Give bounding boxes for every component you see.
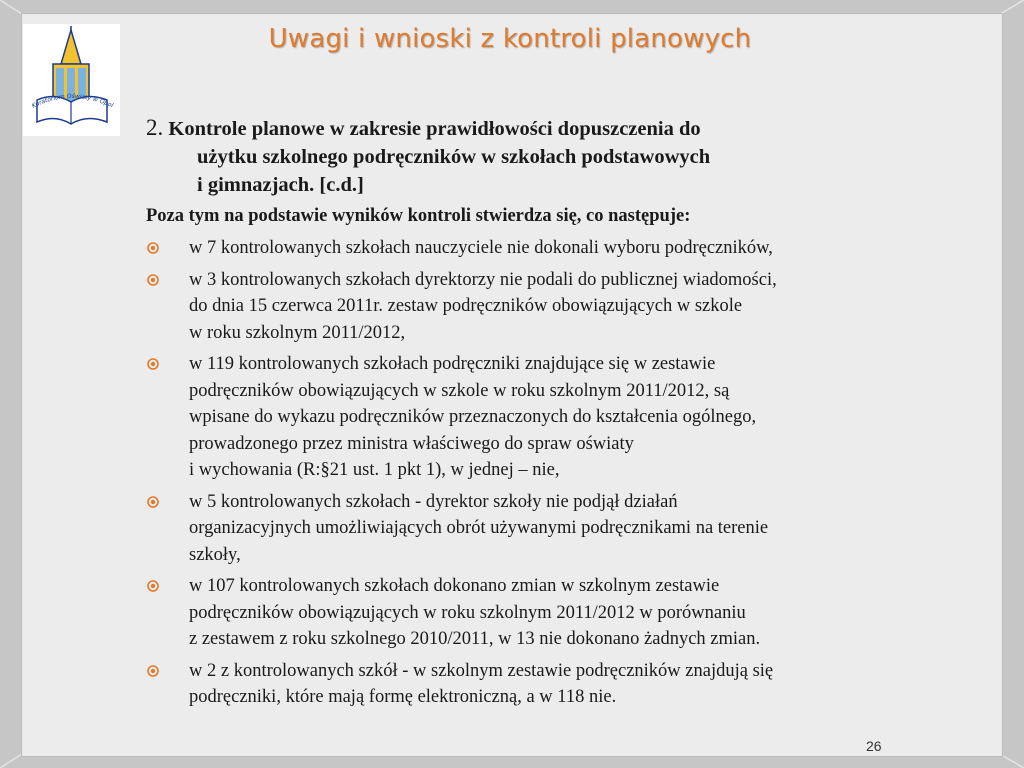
list-item-line: w 3 kontrolowanych szkołach dyrektorzy nie podali do publicznej wiadomości, <box>189 269 777 290</box>
list-item-line: podręczników obowiązujących w roku szkolnym 2011/2012 w porównaniu <box>189 602 746 623</box>
list-item-line: z zestawem z roku szkolnego 2010/2011, w 13 nie dokonano żadnych zmian. <box>189 629 761 649</box>
logo-emblem-icon <box>23 24 120 136</box>
list-item-line: w 119 kontrolowanych szkołach podręczniki znajdujące się w zestawie <box>189 354 716 374</box>
slide-content <box>146 114 961 716</box>
circle-bullet-icon <box>147 580 159 592</box>
slide-title: Uwagi i wnioski z kontroli planowych <box>268 24 752 54</box>
section-heading-line-2: użytku szkolnego podręczników w szkołach podstawowych <box>197 146 711 168</box>
list-item-line: podręczników obowiązujących w szkole w roku szkolnym 2011/2012, są <box>189 380 730 401</box>
circle-bullet-icon <box>147 358 159 370</box>
list-item-line: do dnia 15 czerwca 2011r. zestaw podręczników obowiązujących w szkole <box>189 296 743 316</box>
list-item-line: wpisane do wykazu podręczników przeznaczonych do kształcenia ogólnego, <box>189 407 757 427</box>
circle-bullet-icon <box>147 242 159 254</box>
logo <box>23 24 120 136</box>
logo-text: Kuratorium Oświaty w Opol <box>30 92 115 110</box>
list-item-line: w 7 kontrolowanych szkołach nauczyciele nie dokonali wyboru podręczników, <box>189 238 773 258</box>
section-heading-line-1: Kontrole planowe w zakresie prawidłowości dopuszczenia do <box>168 118 701 140</box>
list-item-line: prowadzonego przez ministra właściwego do spraw oświaty <box>189 433 634 454</box>
list-item-line: szkoły, <box>189 544 241 565</box>
list-item-line: organizacyjnych umożliwiających obrót używanymi podręcznikami na terenie <box>189 518 769 538</box>
list-item-line: w roku szkolnym 2011/2012, <box>189 322 406 343</box>
list-item-line: i wychowania (R:§21 ust. 1 pkt 1), w jednej – nie, <box>189 460 560 480</box>
circle-bullet-icon <box>147 665 159 677</box>
list-item <box>146 658 961 711</box>
list-item-line: w 5 kontrolowanych szkołach - dyrektor szkoły nie podjął działań <box>189 491 678 512</box>
list-item <box>146 489 961 569</box>
intro-text: Poza tym na podstawie wyników kontroli stwierdza się, co następuje: <box>146 206 691 226</box>
list-item <box>146 351 961 484</box>
findings-list <box>146 235 961 711</box>
list-item-line: podręczniki, które mają formę elektroniczną, a w 118 nie. <box>189 687 617 707</box>
list-item-line: w 2 z kontrolowanych szkół - w szkolnym zestawie podręczników znajdują się <box>189 660 774 681</box>
circle-bullet-icon <box>147 496 159 508</box>
list-item <box>146 235 961 262</box>
list-item <box>146 573 961 653</box>
section-heading-line-3: i gimnazjach. [c.d.] <box>197 174 364 196</box>
section-heading <box>146 114 961 199</box>
section-number: 2. <box>146 115 164 140</box>
list-item-line: w 107 kontrolowanych szkołach dokonano zmian w szkolnym zestawie <box>189 576 720 596</box>
page-number: 26 <box>866 738 882 754</box>
circle-bullet-icon <box>147 274 159 286</box>
list-item <box>146 267 961 347</box>
